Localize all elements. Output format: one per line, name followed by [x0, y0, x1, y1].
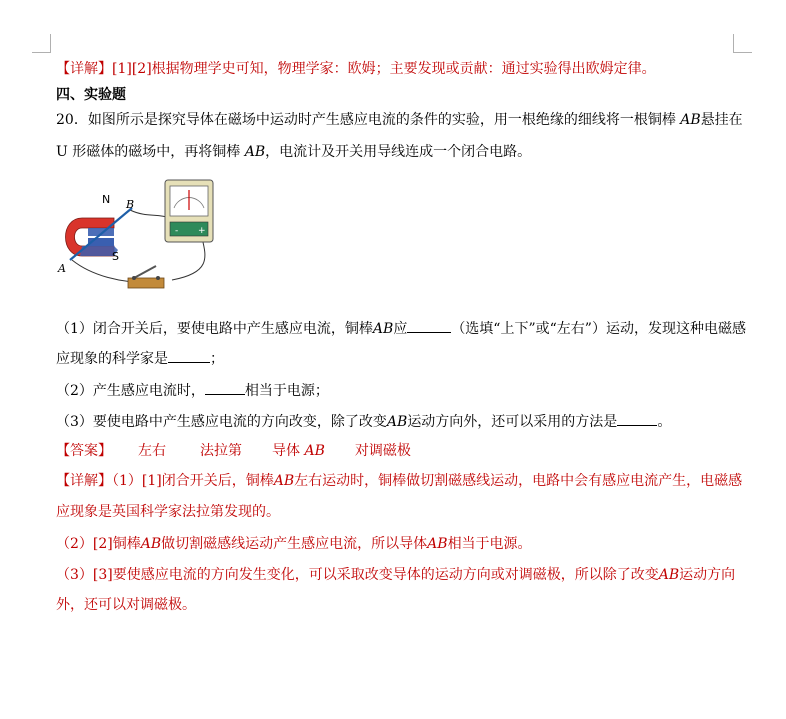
- sub-question-2: [56, 380, 329, 400]
- question-text: （1）闭合开关后，要使电路中产生感应电流，铜棒: [56, 321, 373, 337]
- detail-text: 外，还可以对调磁极。: [56, 597, 196, 613]
- sub-question-1: [56, 318, 746, 338]
- detail-line-2: [56, 503, 280, 521]
- detail-text: 相当于电源。: [447, 536, 532, 552]
- answer-blank: [617, 411, 657, 426]
- answer-blank: [168, 348, 210, 363]
- ab-label: AB: [140, 536, 162, 552]
- prev-answer-text: [1][2]根据物理学史可知，物理学家：欧姆；主要发现或贡献：通过实验得出欧姆定律。: [112, 61, 656, 77]
- meter-minus-label: -: [175, 226, 179, 236]
- galvanometer: [165, 180, 213, 242]
- question-text: 相当于电源；: [244, 383, 329, 399]
- detail-tag: 【详解】: [56, 473, 112, 489]
- question-text: 。: [657, 414, 672, 430]
- question-text: U 形磁体的磁场中，再将铜棒: [56, 144, 241, 160]
- question-text: ，电流计及开关用导线连成一个闭合电路。: [265, 144, 532, 160]
- question-line-2: [56, 143, 531, 161]
- prev-answer-line: [56, 60, 656, 78]
- detail-text: 应现象是英国科学家法拉第发现的。: [56, 504, 280, 520]
- question-text: 应现象的科学家是: [56, 351, 168, 367]
- question-text: ；: [210, 351, 224, 367]
- ab-label: AB: [244, 144, 266, 160]
- detail-line-4: [56, 566, 735, 584]
- question-text: 如图所示是探究导体在磁场中运动时产生感应电流的条件的实验，用一根绝缘的细线将一根铜棒: [87, 112, 676, 128]
- switch: [128, 266, 164, 288]
- u-magnet: [66, 218, 119, 256]
- section-title: 四、实验题: [56, 87, 126, 103]
- question-text: 应: [393, 321, 408, 337]
- detail-text: 左右运动时，铜棒做切割磁感线运动，电路中会有感应电流产生，电磁感: [294, 473, 743, 489]
- question-text: （选填“上下”或“左右”）运动，发现这种电磁感: [451, 321, 746, 337]
- detail-line-3: [56, 535, 532, 553]
- wire: [172, 238, 205, 280]
- answer-line: [56, 442, 411, 460]
- detail-text: （1）[1]闭合开关后，铜棒: [112, 473, 274, 489]
- detail-text: （2）[2]铜棒: [56, 536, 141, 552]
- label-b: B: [126, 198, 135, 211]
- question-text: 悬挂在: [700, 112, 743, 128]
- experiment-figure: [52, 178, 232, 298]
- ab-label: AB: [304, 443, 325, 459]
- detail-text: 运动方向: [679, 567, 736, 583]
- answer-tag: 【答案】: [56, 443, 112, 459]
- answer-blank: [205, 380, 245, 395]
- answer-item: 对调磁极: [354, 443, 411, 459]
- detail-line-5: [56, 596, 196, 614]
- question-text: （2）产生感应电流时，: [56, 383, 205, 399]
- detail-text: 做切割磁感线运动产生感应电流，所以导体: [161, 536, 428, 552]
- detail-text: （3）[3]要使感应电流的方向发生变化，可以采取改变导体的运动方向或对调磁极，所以除了改变: [56, 567, 659, 583]
- label-n: N: [102, 193, 111, 206]
- ab-label: AB: [372, 321, 394, 337]
- page-corner-mark: [733, 34, 752, 53]
- meter-plus-label: +: [198, 226, 206, 236]
- label-s: S: [112, 250, 119, 263]
- answer-item: 法拉第: [200, 443, 242, 459]
- ab-label: AB: [680, 112, 701, 128]
- detail-tag: 【详解】: [56, 61, 112, 77]
- ab-label: AB: [273, 473, 295, 489]
- label-a: A: [58, 262, 66, 275]
- question-line-1: [56, 111, 743, 129]
- sub-question-3: [56, 411, 671, 431]
- ab-label: AB: [386, 414, 408, 430]
- question-text: （3）要使电路中产生感应电流的方向改变，除了改变: [56, 414, 387, 430]
- sub-question-1-cont: [56, 348, 224, 368]
- answer-item: 左右: [138, 443, 166, 459]
- page-corner-mark: [32, 34, 51, 53]
- question-text: 运动方向外，还可以采用的方法是: [407, 414, 618, 430]
- ab-label: AB: [658, 567, 680, 583]
- answer-item: 导体: [272, 443, 300, 459]
- detail-line-1: [56, 472, 742, 490]
- question-number: 20．: [56, 112, 88, 128]
- ab-label: AB: [427, 536, 448, 552]
- answer-blank: [407, 318, 451, 333]
- wire: [130, 210, 170, 218]
